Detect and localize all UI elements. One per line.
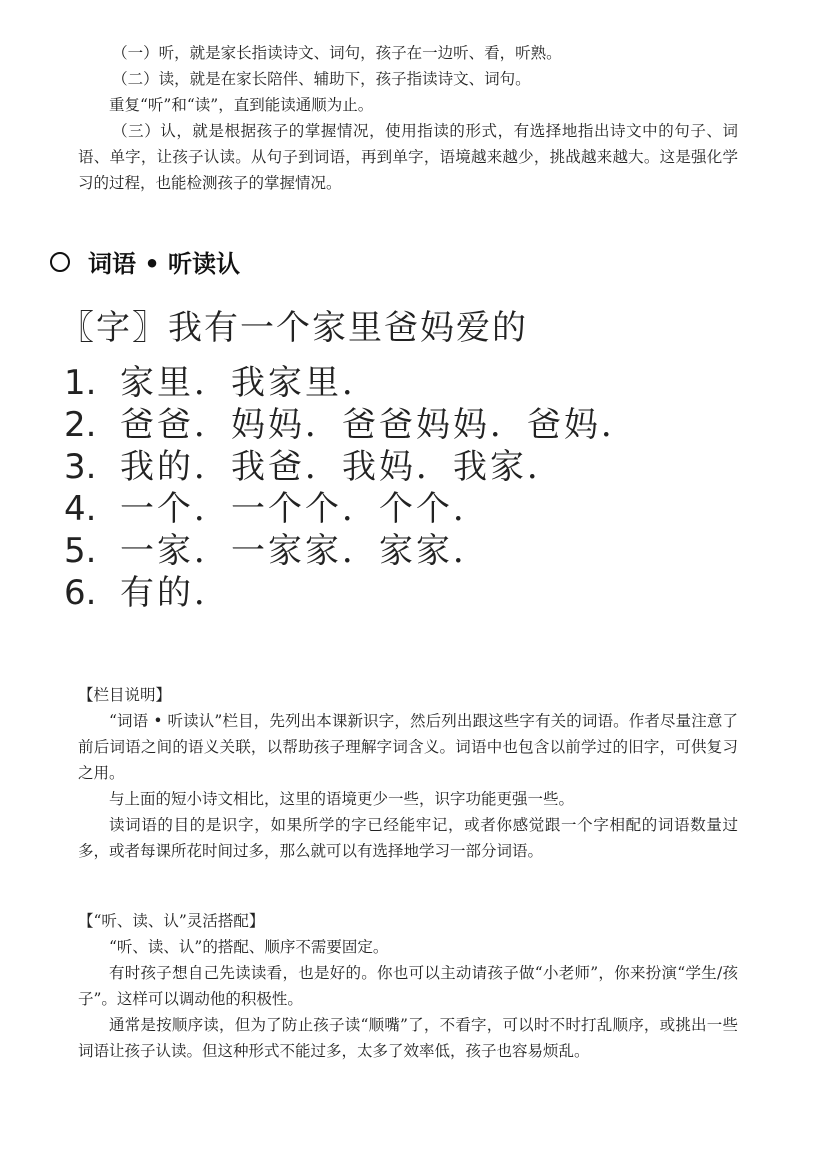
section-title: 词语 • 听读认 [88,250,241,278]
word-list-item [64,362,638,404]
item-words: 一家．一家家．家家． [120,531,490,571]
note-paragraph: 有时孩子想自己先读读看，也是好的。你也可以主动请孩子做“小老师”，你来扮演“学生/孩子”。这样可以调动他的积极性。 [78,964,738,1008]
note-paragraph: 与上面的短小诗文相比，这里的语境更少一些，识字功能更强一些。 [109,790,575,808]
note-paragraph: “词语 • 听读认”栏目，先列出本课新识字，然后列出跟这些字有关的词语。作者尽量注意了前后词语之间的语义关联，以帮助孩子理解字词含义。词语中也包含以前学过的旧字，可供复习之用。 [78,712,738,782]
word-list-item [64,446,638,488]
item-number: 2. [64,405,97,445]
word-list-item [64,404,638,446]
note-paragraph: 读词语的目的是识字，如果所学的字已经能牢记，或者你感觉跟一个字相配的词语数量过多，或者每课所花时间过多，那么就可以有选择地学习一部分词语。 [78,816,738,860]
word-list-item [64,530,638,572]
flexible-note [78,908,738,1064]
note-paragraph: 通常是按顺序读，但为了防止孩子读“顺嘴”了，不看字，可以时不时打乱顺序，或挑出一些词语让孩子认读。但这种形式不能过多，太多了效率低，孩子也容易烦乱。 [78,1016,738,1060]
item-number: 6. [64,573,97,613]
note-title: 【栏目说明】 [78,686,172,704]
item-words: 爸爸．妈妈．爸爸妈妈．爸妈． [120,405,638,445]
item-number: 4. [64,489,97,529]
word-list-item [64,572,638,614]
intro-line-2: （二）读，就是在家长陪伴、辅助下，孩子指读诗文、词句。 [112,70,531,88]
item-words: 家里．我家里． [120,363,379,403]
item-words: 我的．我爸．我妈．我家． [120,447,564,487]
item-number: 1. [64,363,97,403]
note-paragraph: “听、读、认”的搭配、顺序不需要固定。 [109,938,389,956]
circle-bullet-icon [50,252,70,272]
intro-line-3: 重复“听”和“读”，直到能读通顺为止。 [109,96,374,114]
item-words: 一个．一个个．个个． [120,489,490,529]
item-words: 有的． [120,573,231,613]
item-number: 5. [64,531,97,571]
intro-line-4: （三）认，就是根据孩子的掌握情况，使用指读的形式，有选择地指出诗文中的句子、词语、单字，让孩子认读。从句子到词语，再到单字，语境越来越少，挑战越来越大。这是强化学习的过程，也能检测孩子的掌握情况。 [78,122,738,192]
new-characters-line: 〖字〗我有一个家里爸妈爱的 [60,308,528,348]
word-list-item [64,488,638,530]
intro-block [78,40,738,196]
section-heading [50,244,240,279]
intro-line-1: （一）听，就是家长指读诗文、词句，孩子在一边听、看，听熟。 [112,44,562,62]
item-number: 3. [64,447,97,487]
note-title: 【“听、读、认”灵活搭配】 [78,912,265,930]
column-note [78,682,738,864]
word-list [64,362,638,614]
